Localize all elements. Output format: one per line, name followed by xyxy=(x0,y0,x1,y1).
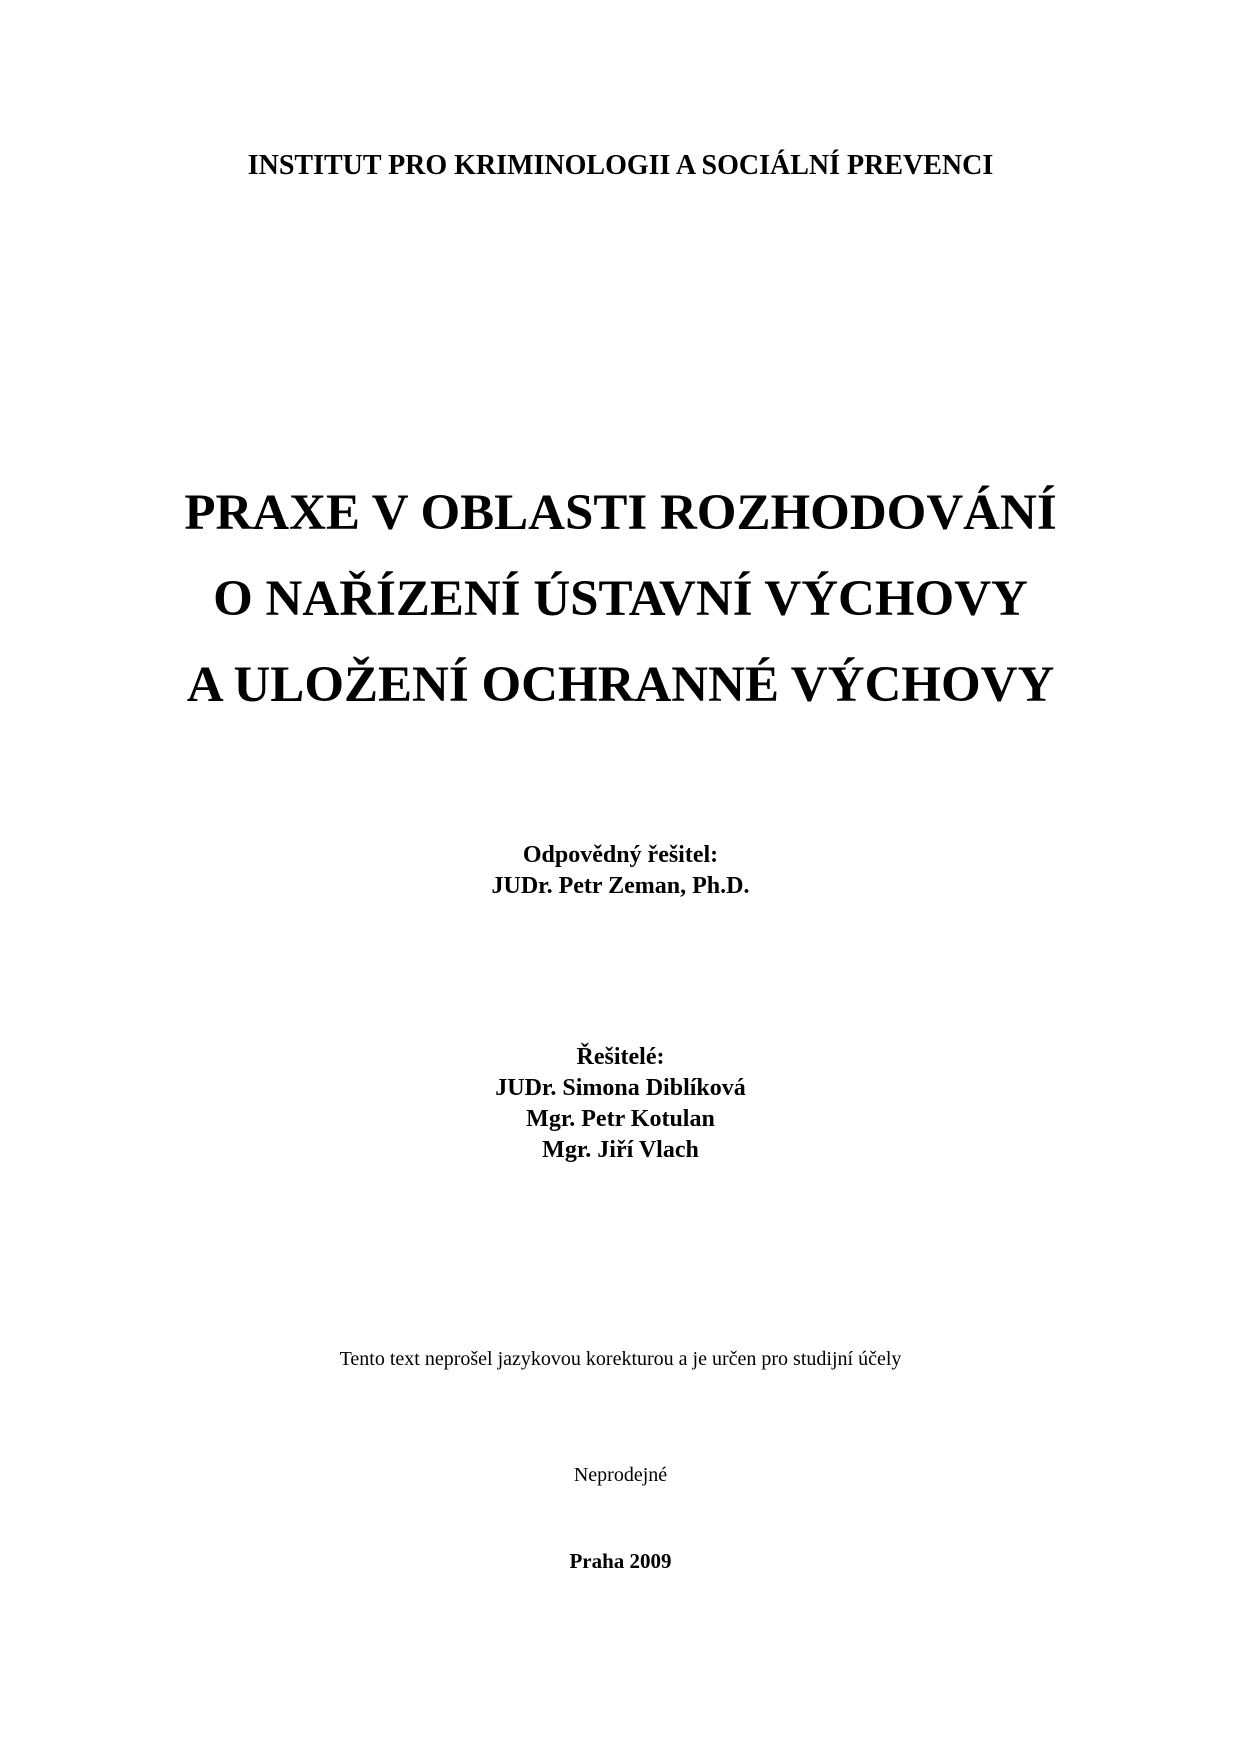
researcher-name: JUDr. Simona Diblíková xyxy=(495,1075,746,1101)
title-line-2: O NAŘÍZENÍ ÚSTAVNÍ VÝCHOVY xyxy=(213,571,1028,627)
institute-name: INSTITUT PRO KRIMINOLOGII A SOCIÁLNÍ PREVENCI xyxy=(247,150,994,181)
title-line-1: PRAXE V OBLASTI ROZHODOVÁNÍ xyxy=(184,485,1057,541)
document-title xyxy=(0,470,1241,728)
not-for-sale-label: Neprodejné xyxy=(573,1464,668,1486)
researcher-name: Mgr. Jiří Vlach xyxy=(542,1137,699,1163)
responsible-label: Odpovědný řešitel: xyxy=(522,842,719,868)
responsible-researcher-block xyxy=(0,840,1241,902)
title-line-3: A ULOŽENÍ OCHRANNÉ VÝCHOVY xyxy=(186,657,1055,713)
responsible-name: JUDr. Petr Zeman, Ph.D. xyxy=(491,873,750,899)
researchers-block xyxy=(0,1042,1241,1166)
place-and-year: Praha 2009 xyxy=(569,1549,672,1573)
proofreading-note: Tento text neprošel jazykovou korekturou a je určen pro studijní účely xyxy=(339,1348,902,1370)
researchers-label: Řešitelé: xyxy=(576,1044,665,1070)
researcher-name: Mgr. Petr Kotulan xyxy=(526,1106,715,1132)
